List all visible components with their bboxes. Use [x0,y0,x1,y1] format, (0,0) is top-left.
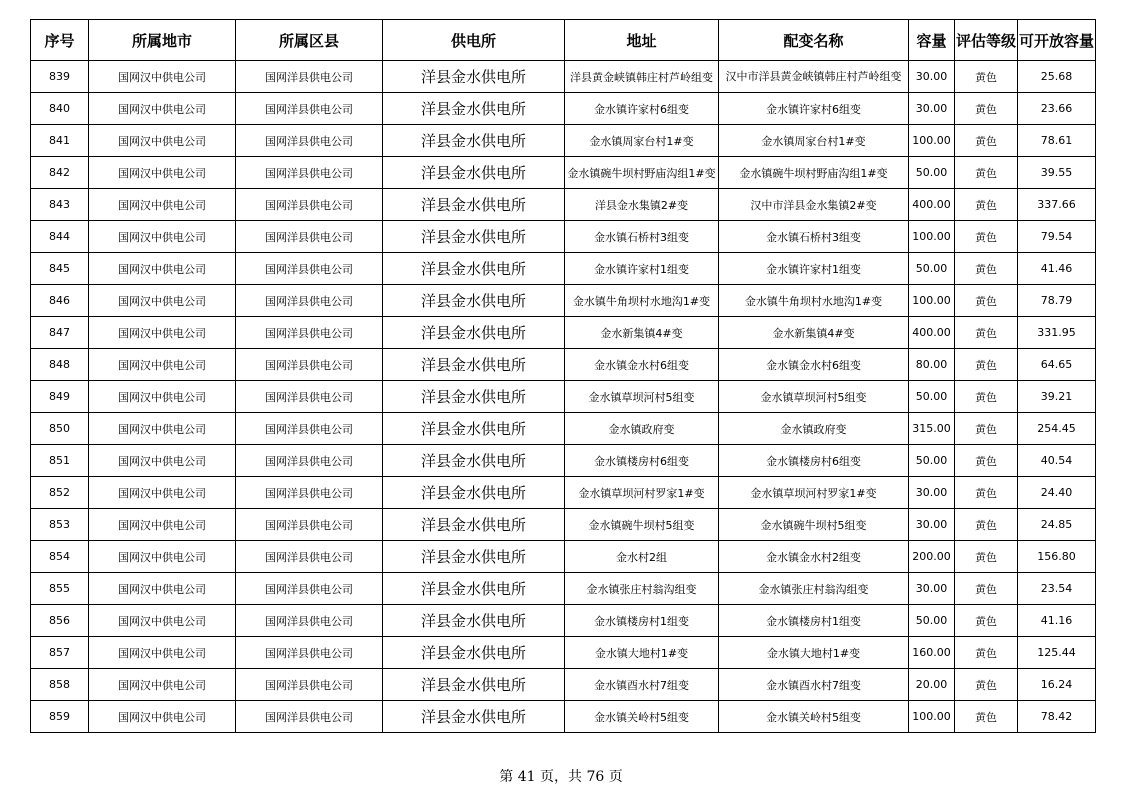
table-row [31,157,1096,189]
cell-transformer-name: 金水镇楼房村6组变 [719,445,909,477]
cell-address: 金水镇碗牛坝村野庙沟组1#变 [565,157,719,189]
cell-grade: 黄色 [955,381,1018,413]
cell-county: 国网洋县供电公司 [236,285,383,317]
cell-open-capacity: 254.45 [1018,413,1096,445]
cell-city: 国网汉中供电公司 [89,445,236,477]
cell-station: 洋县金水供电所 [383,669,565,701]
cell-county: 国网洋县供电公司 [236,221,383,253]
header-cell-city: 所属地市 [89,20,236,61]
cell-transformer-name: 汉中市洋县黄金峡镇韩庄村芦岭组变 [719,61,909,93]
cell-open-capacity: 78.42 [1018,701,1096,733]
cell-grade: 黄色 [955,125,1018,157]
page-footer: 第 41 页，共 76 页 [499,769,623,785]
cell-open-capacity: 64.65 [1018,349,1096,381]
cell-city: 国网汉中供电公司 [89,669,236,701]
cell-city: 国网汉中供电公司 [89,413,236,445]
cell-capacity: 400.00 [909,317,955,349]
cell-station: 洋县金水供电所 [383,221,565,253]
cell-open-capacity: 125.44 [1018,637,1096,669]
cell-address: 金水村2组 [565,541,719,573]
table-row [31,541,1096,573]
cell-station: 洋县金水供电所 [383,701,565,733]
cell-open-capacity: 16.24 [1018,669,1096,701]
header-cell-transformer-name: 配变名称 [719,20,909,61]
cell-address: 金水镇碗牛坝村5组变 [565,509,719,541]
table-row [31,445,1096,477]
cell-grade: 黄色 [955,93,1018,125]
cell-open-capacity: 41.46 [1018,253,1096,285]
cell-open-capacity: 156.80 [1018,541,1096,573]
table-row [31,669,1096,701]
table-row [31,61,1096,93]
table-header [31,20,1096,61]
cell-no: 845 [31,253,89,285]
cell-address: 金水镇牛角坝村水地沟1#变 [565,285,719,317]
cell-no: 847 [31,317,89,349]
cell-no: 842 [31,157,89,189]
cell-open-capacity: 24.40 [1018,477,1096,509]
transformer-capacity-table [30,19,1096,733]
cell-address: 金水镇许家村6组变 [565,93,719,125]
cell-transformer-name: 金水镇周家台村1#变 [719,125,909,157]
transformer-capacity-table-container [30,19,1095,733]
cell-address: 金水镇楼房村1组变 [565,605,719,637]
cell-open-capacity: 78.79 [1018,285,1096,317]
cell-station: 洋县金水供电所 [383,189,565,221]
cell-address: 金水新集镇4#变 [565,317,719,349]
cell-transformer-name: 金水镇张庄村翁沟组变 [719,573,909,605]
cell-capacity: 50.00 [909,605,955,637]
cell-city: 国网汉中供电公司 [89,221,236,253]
cell-station: 洋县金水供电所 [383,61,565,93]
table-row [31,285,1096,317]
table-row [31,413,1096,445]
cell-grade: 黄色 [955,189,1018,221]
cell-county: 国网洋县供电公司 [236,445,383,477]
cell-capacity: 30.00 [909,509,955,541]
cell-address: 金水镇政府变 [565,413,719,445]
cell-capacity: 50.00 [909,253,955,285]
table-row [31,221,1096,253]
cell-county: 国网洋县供电公司 [236,381,383,413]
table-row [31,637,1096,669]
cell-no: 852 [31,477,89,509]
cell-capacity: 50.00 [909,381,955,413]
cell-no: 840 [31,93,89,125]
table-row [31,509,1096,541]
cell-city: 国网汉中供电公司 [89,349,236,381]
cell-city: 国网汉中供电公司 [89,189,236,221]
cell-grade: 黄色 [955,221,1018,253]
cell-grade: 黄色 [955,669,1018,701]
cell-station: 洋县金水供电所 [383,125,565,157]
cell-transformer-name: 金水镇草坝河村罗家1#变 [719,477,909,509]
cell-county: 国网洋县供电公司 [236,189,383,221]
cell-capacity: 50.00 [909,445,955,477]
cell-grade: 黄色 [955,413,1018,445]
cell-transformer-name: 金水镇许家村1组变 [719,253,909,285]
cell-city: 国网汉中供电公司 [89,381,236,413]
cell-address: 金水镇张庄村翁沟组变 [565,573,719,605]
cell-grade: 黄色 [955,637,1018,669]
cell-open-capacity: 39.21 [1018,381,1096,413]
cell-capacity: 315.00 [909,413,955,445]
table-row [31,349,1096,381]
cell-county: 国网洋县供电公司 [236,61,383,93]
cell-address: 金水镇楼房村6组变 [565,445,719,477]
cell-grade: 黄色 [955,541,1018,573]
cell-transformer-name: 金水镇牛角坝村水地沟1#变 [719,285,909,317]
cell-capacity: 200.00 [909,541,955,573]
cell-capacity: 20.00 [909,669,955,701]
cell-address: 金水镇草坝河村罗家1#变 [565,477,719,509]
cell-county: 国网洋县供电公司 [236,125,383,157]
cell-capacity: 30.00 [909,573,955,605]
cell-county: 国网洋县供电公司 [236,637,383,669]
cell-station: 洋县金水供电所 [383,477,565,509]
cell-county: 国网洋县供电公司 [236,669,383,701]
table-row [31,93,1096,125]
cell-transformer-name: 金水镇关岭村5组变 [719,701,909,733]
cell-address: 金水镇草坝河村5组变 [565,381,719,413]
cell-capacity: 100.00 [909,285,955,317]
cell-station: 洋县金水供电所 [383,349,565,381]
cell-grade: 黄色 [955,349,1018,381]
cell-no: 855 [31,573,89,605]
cell-county: 国网洋县供电公司 [236,477,383,509]
cell-city: 国网汉中供电公司 [89,477,236,509]
cell-transformer-name: 金水新集镇4#变 [719,317,909,349]
cell-city: 国网汉中供电公司 [89,253,236,285]
cell-capacity: 100.00 [909,701,955,733]
cell-no: 846 [31,285,89,317]
cell-city: 国网汉中供电公司 [89,573,236,605]
cell-county: 国网洋县供电公司 [236,317,383,349]
cell-station: 洋县金水供电所 [383,381,565,413]
cell-station: 洋县金水供电所 [383,253,565,285]
cell-station: 洋县金水供电所 [383,413,565,445]
cell-open-capacity: 25.68 [1018,61,1096,93]
cell-address: 金水镇金水村6组变 [565,349,719,381]
cell-station: 洋县金水供电所 [383,509,565,541]
cell-capacity: 30.00 [909,61,955,93]
header-cell-capacity: 容量 [909,20,955,61]
cell-open-capacity: 23.66 [1018,93,1096,125]
cell-no: 857 [31,637,89,669]
cell-no: 843 [31,189,89,221]
table-row [31,381,1096,413]
cell-capacity: 50.00 [909,157,955,189]
cell-county: 国网洋县供电公司 [236,701,383,733]
cell-address: 金水镇酉水村7组变 [565,669,719,701]
header-cell-open-capacity: 可开放容量 [1018,20,1096,61]
cell-address: 金水镇大地村1#变 [565,637,719,669]
cell-station: 洋县金水供电所 [383,317,565,349]
cell-transformer-name: 金水镇碗牛坝村野庙沟组1#变 [719,157,909,189]
cell-city: 国网汉中供电公司 [89,125,236,157]
cell-grade: 黄色 [955,701,1018,733]
cell-no: 853 [31,509,89,541]
cell-no: 841 [31,125,89,157]
cell-open-capacity: 40.54 [1018,445,1096,477]
cell-address: 金水镇许家村1组变 [565,253,719,285]
table-row [31,253,1096,285]
table-row [31,477,1096,509]
cell-grade: 黄色 [955,157,1018,189]
cell-county: 国网洋县供电公司 [236,605,383,637]
cell-transformer-name: 金水镇政府变 [719,413,909,445]
cell-station: 洋县金水供电所 [383,573,565,605]
cell-transformer-name: 金水镇金水村6组变 [719,349,909,381]
cell-county: 国网洋县供电公司 [236,541,383,573]
table-row [31,605,1096,637]
cell-city: 国网汉中供电公司 [89,285,236,317]
cell-no: 851 [31,445,89,477]
cell-city: 国网汉中供电公司 [89,605,236,637]
cell-capacity: 100.00 [909,221,955,253]
cell-capacity: 30.00 [909,93,955,125]
cell-open-capacity: 78.61 [1018,125,1096,157]
cell-county: 国网洋县供电公司 [236,573,383,605]
cell-grade: 黄色 [955,317,1018,349]
cell-no: 859 [31,701,89,733]
cell-grade: 黄色 [955,509,1018,541]
cell-no: 848 [31,349,89,381]
table-row [31,701,1096,733]
cell-county: 国网洋县供电公司 [236,349,383,381]
cell-county: 国网洋县供电公司 [236,157,383,189]
cell-no: 839 [31,61,89,93]
cell-grade: 黄色 [955,445,1018,477]
cell-no: 850 [31,413,89,445]
cell-capacity: 100.00 [909,125,955,157]
table-row [31,189,1096,221]
cell-address: 洋县金水集镇2#变 [565,189,719,221]
cell-city: 国网汉中供电公司 [89,157,236,189]
cell-county: 国网洋县供电公司 [236,93,383,125]
cell-open-capacity: 23.54 [1018,573,1096,605]
table-body [31,61,1096,733]
cell-transformer-name: 金水镇酉水村7组变 [719,669,909,701]
cell-city: 国网汉中供电公司 [89,61,236,93]
table-row [31,317,1096,349]
cell-no: 849 [31,381,89,413]
cell-address: 金水镇关岭村5组变 [565,701,719,733]
cell-no: 844 [31,221,89,253]
cell-open-capacity: 331.95 [1018,317,1096,349]
cell-station: 洋县金水供电所 [383,541,565,573]
cell-station: 洋县金水供电所 [383,285,565,317]
cell-station: 洋县金水供电所 [383,637,565,669]
cell-city: 国网汉中供电公司 [89,93,236,125]
cell-open-capacity: 24.85 [1018,509,1096,541]
cell-no: 856 [31,605,89,637]
cell-transformer-name: 金水镇楼房村1组变 [719,605,909,637]
cell-address: 洋县黄金峡镇韩庄村芦岭组变 [565,61,719,93]
cell-station: 洋县金水供电所 [383,445,565,477]
header-row [31,20,1096,61]
cell-city: 国网汉中供电公司 [89,509,236,541]
cell-open-capacity: 39.55 [1018,157,1096,189]
cell-transformer-name: 汉中市洋县金水集镇2#变 [719,189,909,221]
cell-open-capacity: 337.66 [1018,189,1096,221]
table-row [31,125,1096,157]
cell-transformer-name: 金水镇草坝河村5组变 [719,381,909,413]
cell-open-capacity: 79.54 [1018,221,1096,253]
header-cell-grade: 评估等级 [955,20,1018,61]
cell-address: 金水镇周家台村1#变 [565,125,719,157]
cell-city: 国网汉中供电公司 [89,637,236,669]
cell-county: 国网洋县供电公司 [236,413,383,445]
cell-capacity: 80.00 [909,349,955,381]
cell-station: 洋县金水供电所 [383,605,565,637]
cell-grade: 黄色 [955,253,1018,285]
cell-grade: 黄色 [955,61,1018,93]
cell-city: 国网汉中供电公司 [89,701,236,733]
cell-transformer-name: 金水镇许家村6组变 [719,93,909,125]
cell-capacity: 160.00 [909,637,955,669]
cell-capacity: 400.00 [909,189,955,221]
cell-grade: 黄色 [955,573,1018,605]
cell-station: 洋县金水供电所 [383,157,565,189]
header-cell-station: 供电所 [383,20,565,61]
cell-grade: 黄色 [955,605,1018,637]
cell-open-capacity: 41.16 [1018,605,1096,637]
cell-address: 金水镇石桥村3组变 [565,221,719,253]
table-row [31,573,1096,605]
cell-transformer-name: 金水镇石桥村3组变 [719,221,909,253]
cell-station: 洋县金水供电所 [383,93,565,125]
header-cell-address: 地址 [565,20,719,61]
cell-no: 854 [31,541,89,573]
cell-city: 国网汉中供电公司 [89,541,236,573]
cell-grade: 黄色 [955,477,1018,509]
cell-grade: 黄色 [955,285,1018,317]
cell-transformer-name: 金水镇大地村1#变 [719,637,909,669]
cell-city: 国网汉中供电公司 [89,317,236,349]
header-cell-county: 所属区县 [236,20,383,61]
cell-no: 858 [31,669,89,701]
cell-transformer-name: 金水镇碗牛坝村5组变 [719,509,909,541]
header-cell-no: 序号 [31,20,89,61]
cell-transformer-name: 金水镇金水村2组变 [719,541,909,573]
cell-capacity: 30.00 [909,477,955,509]
cell-county: 国网洋县供电公司 [236,253,383,285]
cell-county: 国网洋县供电公司 [236,509,383,541]
